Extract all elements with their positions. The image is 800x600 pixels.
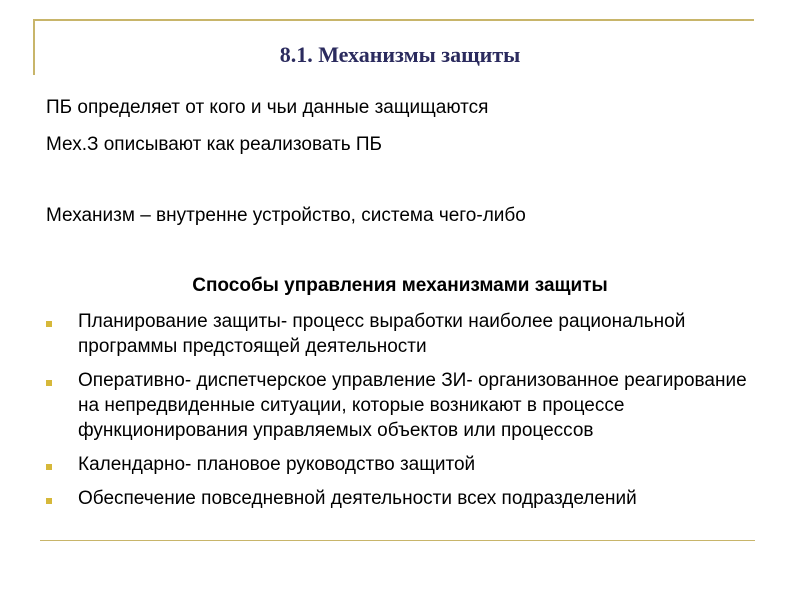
- square-bullet-icon: [46, 321, 52, 327]
- bullet-list: [46, 309, 756, 520]
- list-item-text: Календарно- плановое руководство защитой: [78, 454, 476, 475]
- list-item-text: Обеспечение повседневной деятельности всех подразделений: [78, 488, 637, 509]
- square-bullet-icon: [46, 464, 52, 470]
- list-item-text: Планирование защиты- процесс выработки наиболее рациональной программы предстоящей деятельности: [78, 311, 686, 357]
- frame-top-line: [33, 19, 754, 21]
- list-item-text: Оперативно- диспетчерское управление ЗИ- организованное реагирование на непредвиденные ситуации, которые возникают в процессе функционирования управляемых объектов или процессов: [78, 370, 747, 441]
- list-item: [46, 486, 756, 511]
- square-bullet-icon: [46, 380, 52, 386]
- list-item: [46, 452, 756, 477]
- square-bullet-icon: [46, 498, 52, 504]
- text-line-security-policy: ПБ определяет от кого и чьи данные защищаются: [46, 97, 489, 118]
- frame-bottom-line: [40, 540, 755, 541]
- section-heading: Способы управления механизмами защиты: [192, 275, 608, 296]
- slide-title: 8.1. Механизмы защиты: [279, 42, 521, 67]
- text-line-mechanism-definition: Механизм – внутренне устройство, система чего-либо: [46, 205, 526, 226]
- list-item: [46, 368, 756, 443]
- list-item: [46, 309, 756, 359]
- text-line-mechanisms: Мех.З описывают как реализовать ПБ: [46, 134, 382, 155]
